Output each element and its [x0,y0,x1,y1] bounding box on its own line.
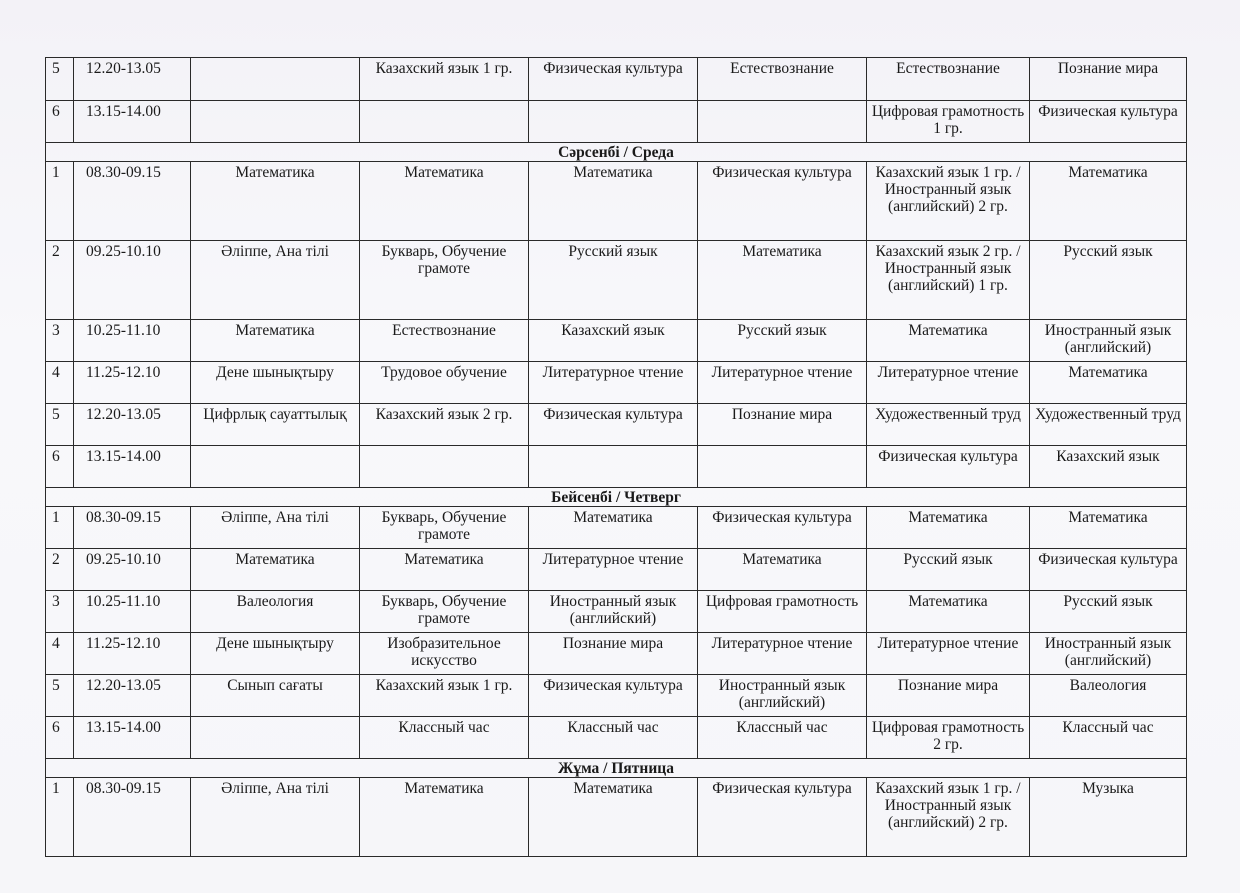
lesson-row [46,507,1187,549]
subject-cell: Русский язык [1030,241,1187,320]
subject-cell: Классный час [1030,717,1187,759]
subject-cell: Математика [191,162,360,241]
lesson-time: 12.20-13.05 [74,404,191,446]
lesson-time: 09.25-10.10 [74,241,191,320]
subject-cell: Математика [698,549,867,591]
lesson-number: 5 [46,675,74,717]
subject-cell: Математика [867,320,1030,362]
lesson-time: 09.25-10.10 [74,549,191,591]
subject-cell: Математика [360,162,529,241]
lesson-row [46,717,1187,759]
lesson-number: 2 [46,549,74,591]
lesson-number: 6 [46,446,74,488]
subject-cell [529,101,698,143]
subject-cell: Физическая культура [867,446,1030,488]
subject-cell: Әліппе, Ана тілі [191,241,360,320]
subject-cell: Естествознание [360,320,529,362]
subject-cell: Математика [1030,362,1187,404]
subject-cell: Казахский язык [529,320,698,362]
subject-cell [360,101,529,143]
subject-cell: Казахский язык 1 гр. [360,58,529,101]
lesson-time: 12.20-13.05 [74,675,191,717]
subject-cell [698,446,867,488]
subject-cell: Букварь, Обучение грамоте [360,507,529,549]
lesson-number: 1 [46,507,74,549]
day-header-row [46,143,1187,162]
subject-cell: Познание мира [698,404,867,446]
lesson-number: 1 [46,162,74,241]
subject-cell: Математика [1030,162,1187,241]
lesson-row [46,633,1187,675]
subject-cell: Трудовое обучение [360,362,529,404]
subject-cell: Казахский язык 1 гр. / Иностранный язык (английский) 2 гр. [867,162,1030,241]
subject-cell: Казахский язык 2 гр. [360,404,529,446]
lesson-time: 08.30-09.15 [74,778,191,857]
subject-cell: Литературное чтение [529,549,698,591]
subject-cell: Познание мира [867,675,1030,717]
subject-cell: Цифровая грамотность [698,591,867,633]
lesson-row [46,162,1187,241]
subject-cell: Казахский язык [1030,446,1187,488]
subject-cell: Букварь, Обучение грамоте [360,591,529,633]
subject-cell: Литературное чтение [867,633,1030,675]
subject-cell: Казахский язык 2 гр. / Иностранный язык (английский) 1 гр. [867,241,1030,320]
lesson-number: 5 [46,404,74,446]
lesson-row [46,591,1187,633]
subject-cell: Физическая культура [698,507,867,549]
lesson-number: 6 [46,101,74,143]
lesson-time: 08.30-09.15 [74,162,191,241]
subject-cell [191,58,360,101]
subject-cell: Математика [529,778,698,857]
subject-cell: Физическая культура [698,162,867,241]
lesson-time: 13.15-14.00 [74,717,191,759]
subject-cell: Изобразительное искусство [360,633,529,675]
subject-cell: Познание мира [1030,58,1187,101]
subject-cell: Физическая культура [1030,101,1187,143]
subject-cell: Литературное чтение [698,362,867,404]
subject-cell: Художественный труд [1030,404,1187,446]
subject-cell [698,101,867,143]
lesson-row [46,675,1187,717]
lesson-row [46,362,1187,404]
lesson-row [46,549,1187,591]
subject-cell: Литературное чтение [867,362,1030,404]
subject-cell: Цифровая грамотность 1 гр. [867,101,1030,143]
lesson-time: 10.25-11.10 [74,591,191,633]
subject-cell: Физическая культура [529,675,698,717]
lesson-row [46,241,1187,320]
lesson-row [46,58,1187,101]
subject-cell: Естествознание [867,58,1030,101]
subject-cell: Казахский язык 1 гр. / Иностранный язык (английский) 2 гр. [867,778,1030,857]
subject-cell: Математика [867,591,1030,633]
day-header: Бейсенбі / Четверг [46,488,1187,507]
subject-cell: Цифрлық сауаттылық [191,404,360,446]
subject-cell: Иностранный язык (английский) [529,591,698,633]
subject-cell: Математика [698,241,867,320]
lesson-time: 11.25-12.10 [74,633,191,675]
subject-cell: Сынып сағаты [191,675,360,717]
day-header-row [46,759,1187,778]
subject-cell: Математика [191,320,360,362]
subject-cell: Математика [360,549,529,591]
subject-cell: Русский язык [867,549,1030,591]
subject-cell: Казахский язык 1 гр. [360,675,529,717]
lesson-row [46,404,1187,446]
day-header: Жұма / Пятница [46,759,1187,778]
lesson-row [46,320,1187,362]
subject-cell: Литературное чтение [698,633,867,675]
subject-cell: Цифровая грамотность 2 гр. [867,717,1030,759]
subject-cell: Иностранный язык (английский) [698,675,867,717]
subject-cell: Әліппе, Ана тілі [191,507,360,549]
subject-cell: Дене шынықтыру [191,633,360,675]
subject-cell: Русский язык [529,241,698,320]
subject-cell: Математика [867,507,1030,549]
lesson-time: 13.15-14.00 [74,446,191,488]
subject-cell: Классный час [360,717,529,759]
lesson-number: 5 [46,58,74,101]
subject-cell: Математика [191,549,360,591]
lesson-row [46,101,1187,143]
lesson-number: 1 [46,778,74,857]
lesson-time: 11.25-12.10 [74,362,191,404]
schedule-table [45,57,1187,857]
subject-cell: Русский язык [1030,591,1187,633]
subject-cell: Математика [1030,507,1187,549]
lesson-number: 3 [46,320,74,362]
subject-cell: Физическая культура [529,404,698,446]
subject-cell: Классный час [529,717,698,759]
subject-cell [360,446,529,488]
lesson-time: 08.30-09.15 [74,507,191,549]
day-header: Сәрсенбі / Среда [46,143,1187,162]
subject-cell: Естествознание [698,58,867,101]
subject-cell: Художественный труд [867,404,1030,446]
subject-cell: Иностранный язык (английский) [1030,633,1187,675]
subject-cell: Математика [360,778,529,857]
lesson-number: 4 [46,362,74,404]
subject-cell: Математика [529,507,698,549]
subject-cell: Валеология [191,591,360,633]
subject-cell: Физическая культура [529,58,698,101]
subject-cell [191,717,360,759]
subject-cell: Физическая культура [1030,549,1187,591]
schedule-body [46,58,1187,857]
lesson-time: 10.25-11.10 [74,320,191,362]
subject-cell: Познание мира [529,633,698,675]
subject-cell: Математика [529,162,698,241]
subject-cell [191,446,360,488]
subject-cell: Иностранный язык (английский) [1030,320,1187,362]
day-header-row [46,488,1187,507]
subject-cell: Әліппе, Ана тілі [191,778,360,857]
subject-cell [529,446,698,488]
lesson-row [46,778,1187,857]
lesson-time: 13.15-14.00 [74,101,191,143]
lesson-number: 2 [46,241,74,320]
subject-cell: Музыка [1030,778,1187,857]
lesson-number: 6 [46,717,74,759]
lesson-number: 3 [46,591,74,633]
subject-cell: Физическая культура [698,778,867,857]
subject-cell [191,101,360,143]
subject-cell: Дене шынықтыру [191,362,360,404]
subject-cell: Русский язык [698,320,867,362]
lesson-number: 4 [46,633,74,675]
subject-cell: Литературное чтение [529,362,698,404]
lesson-time: 12.20-13.05 [74,58,191,101]
lesson-row [46,446,1187,488]
subject-cell: Валеология [1030,675,1187,717]
subject-cell: Букварь, Обучение грамоте [360,241,529,320]
subject-cell: Классный час [698,717,867,759]
